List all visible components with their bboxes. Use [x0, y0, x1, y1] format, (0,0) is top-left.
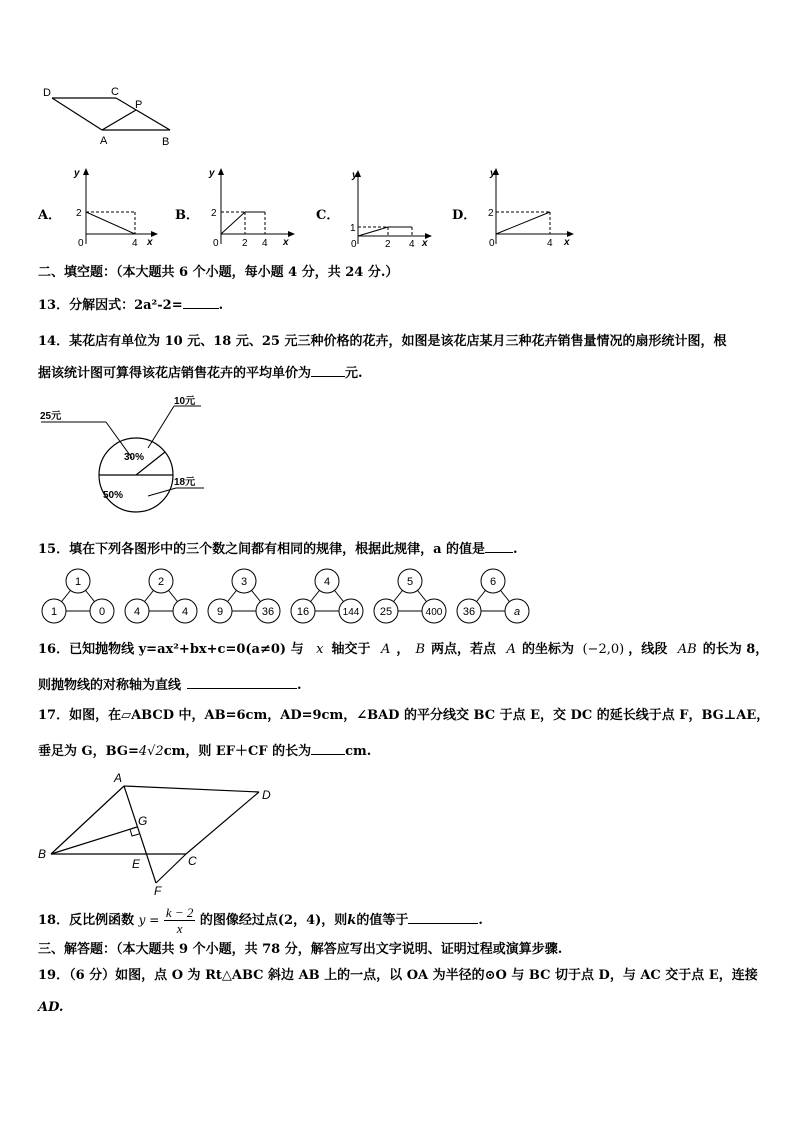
option-d-graph[interactable] [480, 164, 580, 256]
svg-text:4: 4 [547, 238, 553, 249]
question-17-line1: 17．如图，在▱ABCD 中，AB=6cm，AD=9cm，∠BAD 的平分线交 BC 于点 E，交 DC 的延长线于点 F，BG⊥AE， [38, 708, 770, 723]
svg-text:1: 1 [350, 223, 356, 234]
triangle-value-left: 25 [379, 606, 393, 618]
question-16-line1: 16．已知抛物线 y=ax²+bx+c=0(a≠0) 与 x 轴交于 A ， B 两点，若点 A 的坐标为 (−2,0) ，线段 AB 的长为 8， [38, 642, 769, 657]
option-c-graph[interactable] [342, 166, 437, 256]
triangle-value-left: 1 [50, 606, 58, 618]
q13-answer-blank[interactable] [183, 296, 219, 309]
label-C: C [111, 86, 119, 98]
svg-text:y: y [209, 168, 215, 179]
pie-label-18: 18元 [174, 477, 196, 488]
svg-text:2: 2 [211, 208, 217, 219]
q15-answer-blank[interactable] [485, 540, 513, 553]
option-b-graph[interactable] [205, 164, 300, 256]
triangle-value-left: 16 [296, 606, 310, 618]
section-2-heading: 二、填空题：（本大题共 6 个小题，每小题 4 分，共 24 分.） [38, 265, 399, 280]
svg-text:F: F [154, 884, 162, 898]
triangle-value-top: 4 [323, 576, 331, 588]
svg-text:4: 4 [132, 238, 138, 249]
number-triangle-5 [374, 569, 446, 623]
question-17-line2: 垂足为 G，BG=4√2cm，则 EF＋CF 的长为 cm. [38, 744, 372, 759]
question-19-line2: AD. [38, 1000, 64, 1015]
triangle-value-right: 4 [181, 606, 189, 618]
triangle-value-right: 400 [425, 607, 443, 618]
option-b-label[interactable]: B． [175, 208, 199, 223]
pie-chart-figure [36, 392, 211, 530]
svg-text:E: E [132, 857, 141, 871]
number-triangle-4 [291, 569, 363, 623]
fraction-k-2-over-x: $\frac{k - 2}{x}$ [165, 905, 194, 936]
question-14-line2: 据该统计图可算得该花店销售花卉的平均单价为 元. [38, 366, 363, 381]
question-15: 15．填在下列各图形中的三个数之间都有相同的规律，根据此规律，a 的值是 . [38, 542, 518, 557]
option-c-label[interactable]: C． [316, 208, 340, 223]
svg-text:0: 0 [78, 238, 84, 249]
triangle-value-top: 3 [240, 576, 248, 588]
svg-text:4: 4 [262, 238, 268, 249]
svg-text:y: y [74, 168, 80, 179]
number-triangles-figure [36, 566, 536, 628]
q16-answer-blank[interactable] [187, 676, 297, 689]
pie-percent-30: 30% [124, 452, 145, 463]
triangle-value-top: 2 [157, 576, 165, 588]
question-14-line1: 14．某花店有单位为 10 元、18 元、25 元三种价格的花卉，如图是该花店某月三种花卉销售量情况的扇形统计图，根 [38, 334, 727, 349]
svg-text:0: 0 [213, 238, 219, 249]
question-18: 18．反比例函数 y = $\frac{k - 2}{x}$ 的图像经过点(2，4)，则k的值等于 . [38, 905, 483, 936]
option-a-graph[interactable] [70, 164, 160, 256]
q14-answer-blank[interactable] [311, 364, 345, 377]
triangle-value-left: 36 [462, 606, 476, 618]
q17-parallelogram-figure [34, 770, 284, 900]
triangle-value-right: 144 [342, 607, 360, 618]
number-triangle-2 [125, 569, 197, 623]
label-A: A [100, 135, 108, 147]
svg-text:0: 0 [351, 239, 357, 250]
svg-text:4: 4 [409, 239, 415, 250]
svg-text:G: G [138, 814, 148, 828]
svg-text:y: y [352, 170, 358, 181]
question-13: 13．分解因式：2a²-2= . [38, 298, 224, 313]
svg-text:C: C [188, 854, 197, 868]
svg-text:2: 2 [488, 208, 494, 219]
svg-text:y: y [490, 168, 496, 179]
triangle-value-left: 4 [133, 606, 141, 618]
option-d-label[interactable]: D． [452, 208, 477, 223]
svg-text:x: x [422, 238, 428, 249]
svg-text:x: x [564, 237, 570, 248]
svg-text:2: 2 [76, 208, 82, 219]
pie-label-10: 10元 [174, 396, 196, 407]
svg-text:x: x [283, 237, 289, 248]
svg-text:x: x [147, 237, 153, 248]
label-B: B [162, 136, 170, 148]
label-D: D [43, 87, 51, 99]
number-triangle-3 [208, 569, 280, 623]
top-parallelogram-figure [40, 84, 180, 150]
svg-text:2: 2 [385, 239, 391, 250]
svg-text:2: 2 [242, 238, 248, 249]
triangle-value-left: 9 [216, 606, 224, 618]
section-3-heading: 三、解答题：（本大题共 9 个小题，共 78 分，解答应写出文字说明、证明过程或演算步骤. [38, 942, 563, 957]
triangle-value-right: 36 [261, 606, 275, 618]
triangle-value-top: 5 [406, 576, 414, 588]
number-triangle-1 [42, 569, 114, 623]
svg-text:D: D [262, 788, 271, 802]
triangle-value-right: a [513, 606, 521, 618]
number-triangle-6 [457, 569, 529, 623]
svg-text:0: 0 [489, 238, 495, 249]
svg-text:B: B [38, 847, 47, 861]
option-a-label[interactable]: A． [38, 208, 62, 223]
label-P: P [135, 99, 143, 111]
question-19-line1: 19．（6 分）如图，点 O 为 Rt△ABC 斜边 AB 上的一点，以 OA 为半径的⊙O 与 BC 切于点 D，与 AC 交于点 E，连接 [38, 968, 758, 983]
q18-answer-blank[interactable] [408, 911, 478, 924]
q17-answer-blank[interactable] [311, 742, 345, 755]
pie-label-25: 25元 [40, 411, 62, 422]
triangle-value-right: 0 [98, 606, 106, 618]
question-16-line2: 则抛物线的对称轴为直线 . [38, 678, 302, 693]
triangle-value-top: 6 [489, 576, 497, 588]
triangle-value-top: 1 [74, 576, 82, 588]
pie-percent-50: 50% [103, 490, 124, 501]
svg-text:A: A [114, 771, 123, 785]
